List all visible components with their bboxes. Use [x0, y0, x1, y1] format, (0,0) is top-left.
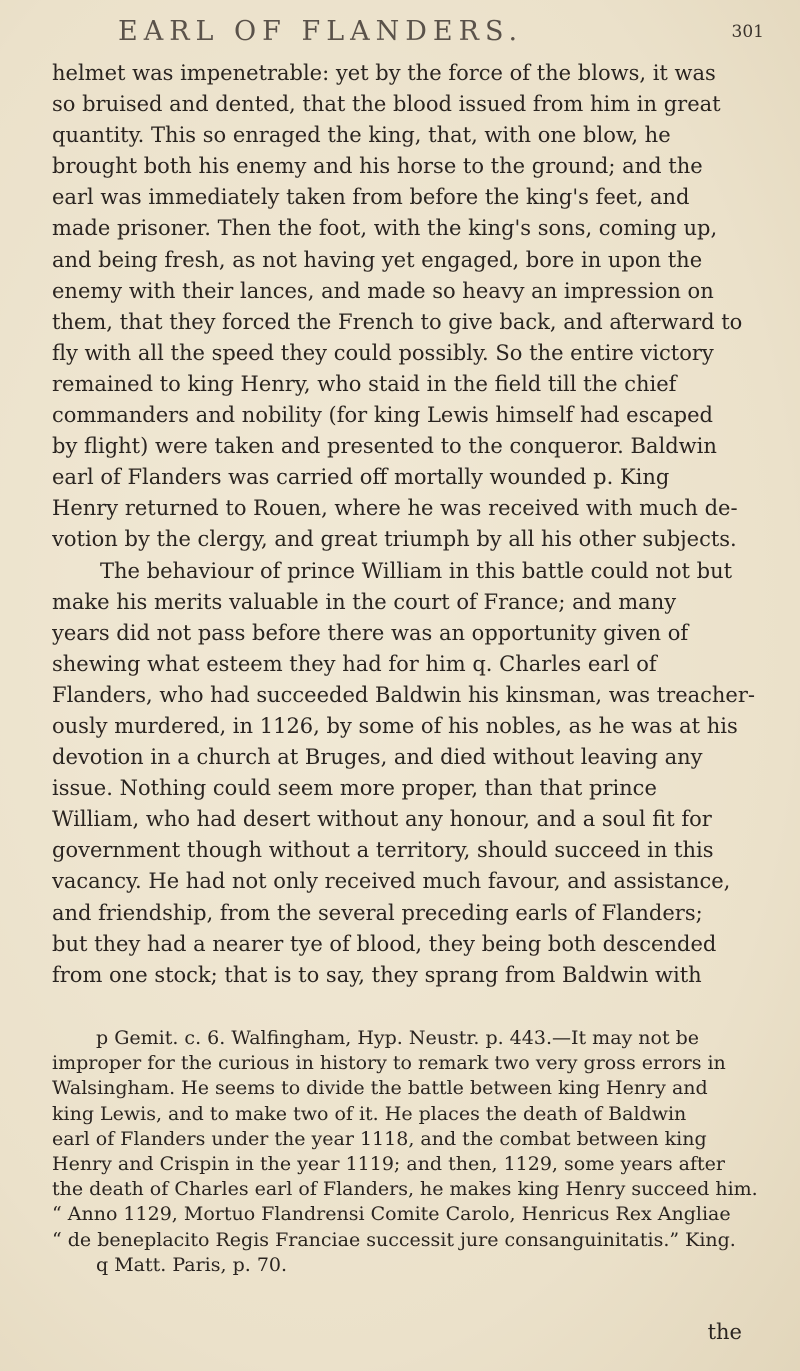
text-line: earl was immediately taken from before the king's feet, and	[52, 185, 690, 210]
text-line: helmet was impenetrable: yet by the force of the blows, it was	[52, 61, 716, 85]
footnote-line: earl of Flanders under the year 1118, and the combat between king	[52, 1127, 707, 1150]
text-line: from one stock; that is to say, they sprang from Baldwin with	[52, 962, 702, 987]
footnote-line: the death of Charles earl of Flanders, he makes king Henry succeed him.	[52, 1178, 758, 1201]
paragraph-start-line: The behaviour of prince William in this battle could not but	[100, 558, 733, 583]
text-line: quantity. This so enraged the king, that, with one blow, he	[52, 123, 671, 148]
text-line: fly with all the speed they could possibly. So the entire victory	[52, 340, 714, 365]
footnote-line: improper for the curious in history to remark two very gross errors in	[52, 1052, 726, 1075]
body-text	[52, 58, 768, 991]
text-line: commanders and nobility (for king Lewis himself had escaped	[52, 403, 713, 428]
text-line: Henry returned to Rouen, where he was received with much de-	[52, 496, 738, 521]
text-line: and being fresh, as not having yet engaged, bore in upon the	[52, 247, 703, 272]
text-line: by flight) were taken and presented to the conqueror. Baldwin	[52, 434, 717, 459]
text-line: government though without a territory, should succeed in this	[52, 838, 714, 863]
footnote-line: “ de beneplacito Regis Franciae successit jure consanguinitatis.” King.	[52, 1228, 736, 1251]
text-line: issue. Nothing could seem more proper, than that prince	[52, 776, 657, 801]
page-number: 301	[731, 22, 764, 42]
footnote-line: q Matt. Paris, p. 70.	[96, 1253, 288, 1276]
text-line: but they had a nearer tye of blood, they being both descended	[52, 931, 717, 956]
text-line: earl of Flanders was carried off mortally wounded p. King	[52, 465, 670, 490]
text-line: enemy with their lances, and made so heavy an impression on	[52, 278, 714, 303]
text-line: devotion in a church at Bruges, and died without leaving any	[52, 745, 703, 770]
footnote-line: Henry and Crispin in the year 1119; and then, 1129, some years after	[52, 1152, 725, 1175]
text-line: made prisoner. Then the foot, with the king's sons, coming up,	[52, 216, 718, 241]
text-line: Flanders, who had succeeded Baldwin his kinsman, was treacher-	[52, 682, 755, 707]
text-line: William, who had desert without any honour, and a soul fit for	[52, 807, 712, 832]
footnotes	[52, 1026, 768, 1278]
running-head: EARL OF FLANDERS.	[118, 16, 524, 47]
text-line: brought both his enemy and his horse to the ground; and the	[52, 154, 703, 179]
text-line: votion by the clergy, and great triumph by all his other subjects.	[52, 527, 737, 552]
text-line: and friendship, from the several preceding earls of Flanders;	[52, 900, 703, 925]
text-line: remained to king Henry, who staid in the field till the chief	[52, 371, 677, 396]
text-line: shewing what esteem they had for him q. Charles earl of	[52, 651, 657, 676]
footnote-line: king Lewis, and to make two of it. He places the death of Baldwin	[52, 1102, 687, 1125]
footnote-line: Walsingham. He seems to divide the battle between king Henry and	[52, 1077, 708, 1100]
footnote-line: p Gemit. c. 6. Walfingham, Hyp. Neustr. p. 443.—It may not be	[96, 1027, 700, 1049]
text-line: make his merits valuable in the court of France; and many	[52, 589, 677, 614]
footnote-line: “ Anno 1129, Mortuo Flandrensi Comite Carolo, Henricus Rex Angliae	[52, 1203, 731, 1226]
catchword: the	[707, 1320, 742, 1344]
text-line: ously murdered, in 1126, by some of his nobles, as he was at his	[52, 713, 738, 738]
text-line: years did not pass before there was an opportunity given of	[52, 620, 689, 645]
text-line: so bruised and dented, that the blood issued from him in great	[52, 92, 721, 117]
text-line: them, that they forced the French to give back, and afterward to	[52, 309, 743, 334]
text-line: vacancy. He had not only received much favour, and assistance,	[52, 869, 731, 894]
